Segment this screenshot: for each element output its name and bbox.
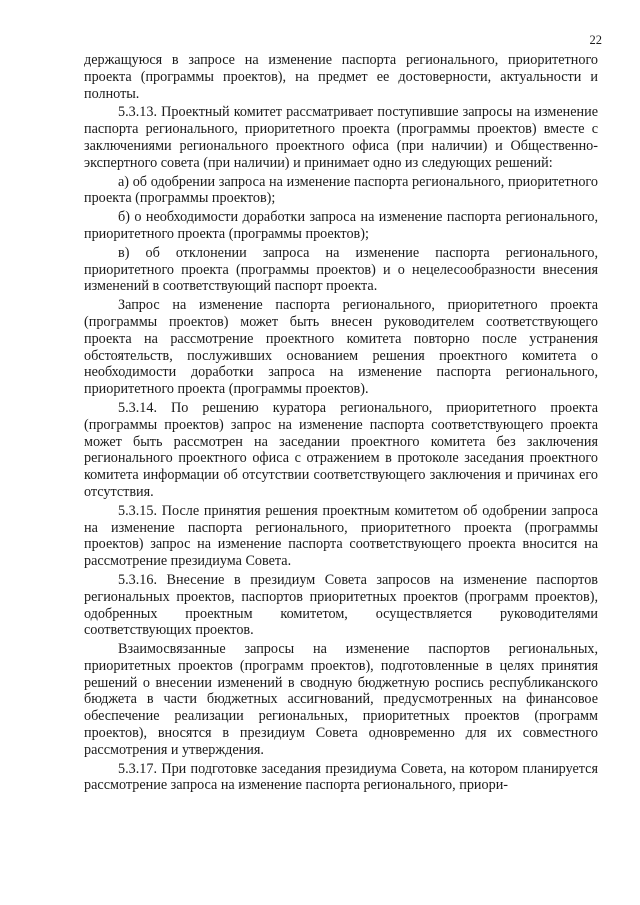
paragraph-resubmission-note: Запрос на изменение паспорта регионального, приоритетного проекта (программы проектов) может быть внесен руководителем соответствующего проекта на рассмотрение проектного комитета повторно после устранения обстоятельств, послуживших основанием решения проектного комитета о необходимости доработки запроса на изменение паспорта регионального, приоритетного проекта (программы проектов). (84, 297, 598, 398)
document-body (84, 52, 598, 794)
paragraph-5-3-13: 5.3.13. Проектный комитет рассматривает поступившие запросы на изменение паспорта регионального, приоритетного проекта (программы проектов) вместе с заключениями регионального проектного офиса (при наличии) и Общественно-экспертного совета (при наличии) и принимает одно из следующих решений: (84, 104, 598, 171)
list-item-b: б) о необходимости доработки запроса на изменение паспорта регионального, приоритетного проекта (программы проектов); (84, 209, 598, 242)
list-item-v: в) об отклонении запроса на изменение паспорта регионального, приоритетного проекта (программы проектов) и о нецелесообразности внесения изменений в соответствующий паспорт проекта. (84, 244, 598, 295)
paragraph-5-3-14: 5.3.14. По решению куратора регионального, приоритетного проекта (программы проектов) запрос на изменение паспорта соответствующего проекта может быть рассмотрен на заседании проектного комитета без заключения регионального проектного офиса с отражением в протоколе заседания проектного комитета информации об отсутствии соответствующего заключения и причинах его отсутствия. (84, 399, 598, 500)
list-item-a: а) об одобрении запроса на изменение паспорта регионального, приоритетного проекта (программы проектов); (84, 173, 598, 207)
paragraph-continuation: держащуюся в запросе на изменение паспорта регионального, приоритетного проекта (программы проектов), на предмет ее достоверности, актуальности и полноты. (84, 52, 598, 102)
paragraph-5-3-16: 5.3.16. Внесение в президиум Совета запросов на изменение паспортов региональных проектов, паспортов приоритетных проектов (программ проектов), одобренных проектным комитетом, осуществляется руководителями соответствующих проектов. (84, 571, 598, 639)
page-number: 22 (589, 33, 602, 47)
paragraph-related-requests: Взаимосвязанные запросы на изменение паспортов региональных, приоритетных проектов (программ проектов), подготовленные в целях принятия решений о внесении изменений в сводную бюджетную роспись республиканского бюджета в части бюджетных ассигнований, предусмотренных на финансовое обеспечение реализации региональных, приоритетных проектов (программ проектов), вносятся в президиум Совета одновременно для их совместного рассмотрения и утверждения. (84, 641, 598, 758)
paragraph-5-3-15: 5.3.15. После принятия решения проектным комитетом об одобрении запроса на изменение паспорта регионального, приоритетного проекта (программы проектов) запрос на изменение паспорта соответствующего проекта вносится на рассмотрение президиума Совета. (84, 502, 598, 570)
paragraph-5-3-17: 5.3.17. При подготовке заседания президиума Совета, на котором планируется рассмотрение запроса на изменение паспорта регионального, приори- (84, 760, 598, 794)
